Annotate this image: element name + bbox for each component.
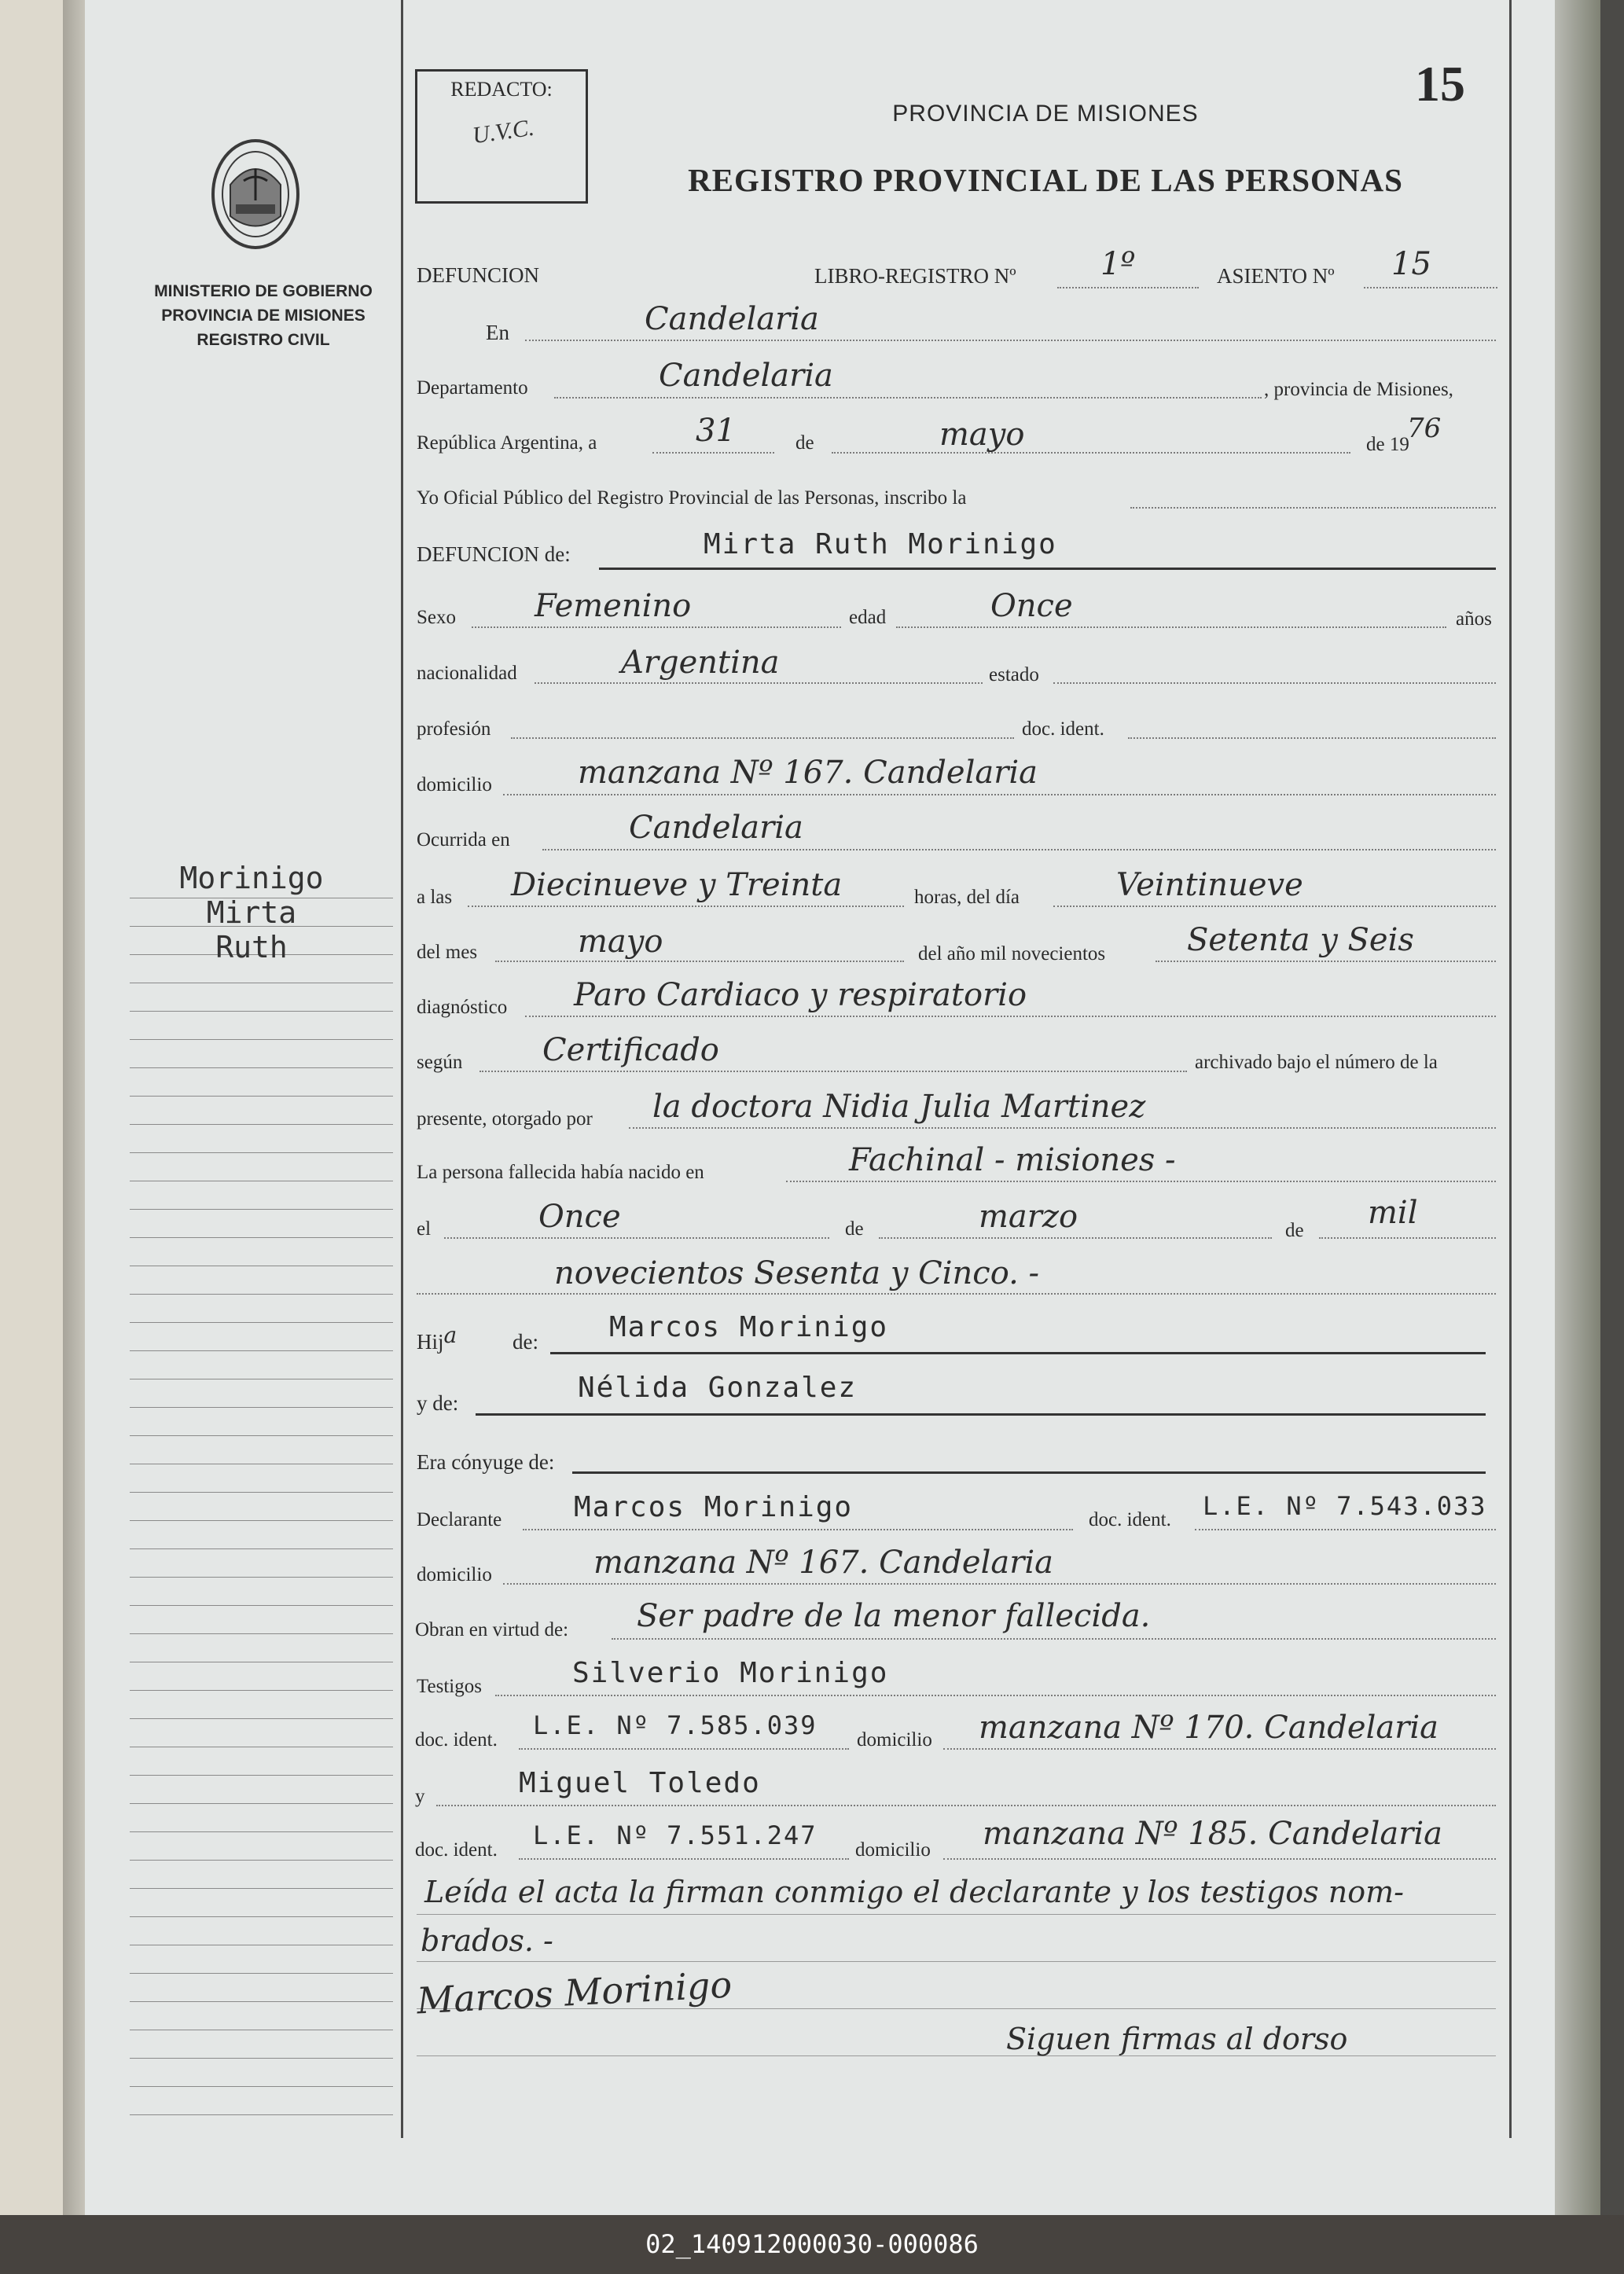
margin-rule — [130, 2058, 393, 2059]
t2-doc-value: L.E. Nº 7.551.247 — [533, 1820, 818, 1850]
del-mes-dotline — [495, 961, 904, 962]
margin-rule — [130, 1520, 393, 1521]
margin-rule — [130, 2114, 393, 2115]
domicilio-label: domicilio — [417, 774, 492, 795]
margin-rule — [130, 1492, 393, 1493]
margin-note-given-1: Mirta — [206, 895, 297, 930]
hija-de-label: de: — [513, 1330, 538, 1354]
margin-rule — [130, 1888, 393, 1889]
sexo-value: Femenino — [535, 588, 692, 624]
declarante-label: Declarante — [417, 1509, 502, 1530]
diagnostico-label: diagnóstico — [417, 997, 508, 1018]
edad-label: edad — [849, 607, 887, 628]
hija-prefix: Hij — [417, 1330, 444, 1354]
obran-label: Obran en virtud de: — [415, 1619, 569, 1640]
en-label: En — [486, 321, 509, 344]
archivado-label: archivado bajo el número de la — [1195, 1052, 1438, 1073]
province-title: PROVINCIA DE MISIONES — [892, 101, 1199, 127]
t2-dom-label: domicilio — [855, 1839, 931, 1861]
asiento-value: 15 — [1391, 246, 1431, 282]
de-label: de — [795, 432, 814, 454]
del-anio-label: del año mil novecientos — [918, 943, 1106, 964]
madre-name: Nélida Gonzalez — [578, 1372, 858, 1404]
estado-dotline — [1053, 682, 1496, 684]
departamento-label: Departamento — [417, 377, 528, 399]
declarante-dom-label: domicilio — [417, 1564, 492, 1585]
de-anio-label: de 19 — [1366, 434, 1409, 455]
ocurrida-dotline — [542, 849, 1496, 850]
margin-rule — [130, 1124, 393, 1125]
en-dotline — [525, 340, 1496, 341]
mil-dotline — [1319, 1237, 1496, 1239]
t1-doc-dotline — [519, 1748, 849, 1750]
margin-rule — [130, 1294, 393, 1295]
margin-rule — [130, 1860, 393, 1861]
dia-muerte-value: Veintinueve — [1116, 867, 1303, 903]
redacto-box — [415, 69, 588, 204]
defuncion-de-label: DEFUNCION de: — [417, 542, 571, 566]
margin-rule — [130, 1548, 393, 1549]
page-number: 15 — [1415, 56, 1465, 112]
estado-label: estado — [989, 664, 1039, 685]
provincial-seal-icon — [208, 138, 303, 255]
margin-divider-line — [401, 0, 403, 2138]
testigo2-name: Miguel Toledo — [519, 1767, 761, 1799]
siguen-firmas-note: Siguen firmas al dorso — [1006, 2022, 1348, 2056]
margin-rule — [130, 1916, 393, 1917]
segun-value: Certificado — [542, 1032, 719, 1068]
nacionalidad-dotline — [535, 682, 983, 684]
scan-caption: 02_140912000030-000086 — [645, 2229, 979, 2259]
el-mes-value: marzo — [979, 1199, 1078, 1235]
declarante-name: Marcos Morinigo — [574, 1491, 854, 1523]
deceased-name: Mirta Ruth Morinigo — [704, 528, 1057, 560]
dia-muerte-dotline — [1053, 906, 1496, 907]
t1-dom-dotline — [943, 1748, 1496, 1750]
declarante-signature: Marcos Morinigo — [415, 1963, 733, 2022]
nacionalidad-label: nacionalidad — [417, 663, 517, 684]
en-value: Candelaria — [645, 301, 819, 337]
book-binding — [63, 0, 86, 2274]
t2-doc-dotline — [519, 1858, 849, 1860]
republica-label: República Argentina, a — [417, 432, 597, 454]
margin-rule — [130, 1435, 393, 1436]
t2-doc-label: doc. ident. — [415, 1839, 498, 1861]
t2-dom-dotline — [943, 1858, 1496, 1860]
del-mes-label: del mes — [417, 942, 478, 963]
margin-rule — [130, 1152, 393, 1153]
diagnostico-value: Paro Cardiaco y respiratorio — [574, 977, 1027, 1013]
el-dia-dotline — [444, 1237, 829, 1239]
asiento-label: ASIENTO Nº — [1217, 264, 1335, 288]
t2-dom-value: manzana Nº 185. Candelaria — [983, 1816, 1442, 1852]
t1-dom-value: manzana Nº 170. Candelaria — [979, 1710, 1438, 1746]
margin-rule — [130, 1577, 393, 1578]
margin-rule — [130, 1209, 393, 1210]
del-anio-value: Setenta y Seis — [1187, 922, 1414, 958]
padre-line — [550, 1352, 1486, 1354]
margin-rule — [130, 1973, 393, 1974]
margin-rule — [130, 1237, 393, 1238]
t1-doc-label: doc. ident. — [415, 1729, 498, 1751]
libro-label: LIBRO-REGISTRO Nº — [814, 264, 1016, 288]
doc-ident-label: doc. ident. — [1022, 718, 1104, 740]
declarante-dotline — [523, 1529, 1073, 1530]
anio-value: 76 — [1407, 413, 1442, 444]
closing-text-2: brados. - — [421, 1923, 553, 1958]
declarante-doc-dotline — [1195, 1529, 1496, 1530]
margin-rule — [130, 1011, 393, 1012]
el-label: el — [417, 1218, 432, 1240]
ministry-line-3: REGISTRO CIVIL — [197, 331, 330, 349]
margin-rule — [130, 1633, 393, 1634]
margin-note — [157, 861, 346, 964]
t1-dom-label: domicilio — [857, 1729, 932, 1751]
registry-title: REGISTRO PROVINCIAL DE LAS PERSONAS — [688, 162, 1403, 198]
edad-value: Once — [990, 588, 1073, 624]
page-edge-shadow — [1555, 0, 1600, 2215]
margin-rule — [130, 1067, 393, 1068]
sexo-dotline — [472, 626, 841, 628]
a-las-label: a las — [417, 887, 453, 908]
del-anio-dotline — [1156, 961, 1496, 962]
asiento-dotline — [1364, 287, 1497, 288]
margin-rule — [130, 1350, 393, 1351]
margin-rule — [130, 1096, 393, 1097]
profesion-label: profesión — [417, 718, 491, 740]
departamento-value: Candelaria — [659, 358, 833, 394]
y-de-label: y de: — [417, 1391, 459, 1415]
margin-rule — [130, 1407, 393, 1408]
a-las-value: Diecinueve y Treinta — [511, 867, 843, 903]
right-border-line — [1509, 0, 1512, 2138]
testigos-label: Testigos — [417, 1676, 482, 1697]
ocurrida-value: Candelaria — [629, 810, 803, 846]
closing-text-1: Leída el acta la firman conmigo el declarante y los testigos nom- — [424, 1875, 1404, 1909]
presente-label: presente, otorgado por — [417, 1108, 593, 1130]
testigo1-name: Silverio Morinigo — [572, 1657, 889, 1689]
mes-dotline — [832, 452, 1350, 454]
nacimiento-anio-dotline — [417, 1293, 1496, 1295]
dia-value: 31 — [696, 413, 736, 449]
doc-ident-dotline — [1128, 737, 1496, 739]
declarante-dom-dotline — [503, 1583, 1496, 1585]
declarante-dom-value: manzana Nº 167. Candelaria — [593, 1545, 1053, 1581]
adjacent-page-edge — [0, 0, 66, 2274]
nacido-dotline — [786, 1181, 1496, 1182]
nacido-label: La persona fallecida había nacido en — [417, 1162, 704, 1183]
el-dia-value: Once — [538, 1199, 621, 1235]
conyuge-line — [572, 1471, 1486, 1474]
libro-dotline — [1057, 287, 1199, 288]
mil-value: mil — [1368, 1195, 1418, 1231]
defuncion-label: DEFUNCION — [417, 263, 540, 287]
nacido-value: Fachinal - misiones - — [849, 1142, 1176, 1178]
ministry-heading — [126, 279, 401, 352]
margin-note-surname: Morinigo — [179, 861, 324, 895]
defuncion-de-line — [599, 568, 1496, 570]
mes-value: mayo — [939, 417, 1025, 453]
testigos-dotline — [495, 1695, 1496, 1696]
presente-value: la doctora Nidia Julia Martinez — [652, 1089, 1146, 1125]
sexo-label: Sexo — [417, 607, 456, 628]
testigo2-dotline — [436, 1805, 1496, 1806]
margin-rule — [130, 2086, 393, 2087]
hija-label — [417, 1322, 457, 1354]
redacto-initials: U.V.C. — [471, 114, 536, 149]
presente-dotline — [629, 1127, 1496, 1129]
margin-rule — [130, 1803, 393, 1804]
closing-line-2 — [417, 1961, 1496, 1962]
obran-dotline — [612, 1638, 1496, 1640]
margin-rule — [130, 1039, 393, 1040]
margin-note-given-2: Ruth — [215, 930, 288, 964]
yo-oficial-dotline — [1130, 507, 1496, 509]
redacto-label: REDACTO: — [450, 78, 553, 101]
t1-doc-value: L.E. Nº 7.585.039 — [533, 1710, 818, 1740]
declarante-doc-label: doc. ident. — [1089, 1509, 1171, 1530]
de3-label: de — [1285, 1220, 1304, 1241]
el-mes-dotline — [879, 1237, 1272, 1239]
margin-rule — [130, 1775, 393, 1776]
madre-line — [476, 1413, 1486, 1416]
margin-rule — [130, 1690, 393, 1691]
a-las-dotline — [468, 906, 904, 907]
hija-suffix: a — [443, 1322, 457, 1348]
margin-rule — [130, 2001, 393, 2002]
edad-dotline — [896, 626, 1446, 628]
margin-rule — [130, 1718, 393, 1719]
obran-value: Ser padre de la menor fallecida. — [637, 1598, 1151, 1634]
provincia-label: , provincia de Misiones, — [1264, 379, 1453, 400]
declarante-doc-value: L.E. Nº 7.543.033 — [1203, 1491, 1487, 1521]
libro-value: 1º — [1100, 246, 1136, 282]
segun-label: según — [417, 1052, 463, 1073]
ministry-line-2: PROVINCIA DE MISIONES — [161, 307, 366, 325]
yo-oficial-label: Yo Oficial Público del Registro Provincial de las Personas, inscribo la — [417, 487, 967, 509]
profesion-dotline — [511, 737, 1014, 739]
y-label: y — [415, 1786, 425, 1807]
del-mes-value: mayo — [578, 924, 663, 960]
domicilio-dotline — [503, 794, 1496, 795]
margin-rule — [130, 1322, 393, 1323]
anios-label: años — [1456, 608, 1492, 630]
dia-dotline — [652, 452, 774, 454]
margin-rule — [130, 1831, 393, 1832]
margin-rule — [130, 1605, 393, 1606]
horas-label: horas, del día — [914, 887, 1020, 908]
departamento-dotline — [554, 397, 1262, 399]
de2-label: de — [845, 1218, 864, 1240]
domicilio-value: manzana Nº 167. Candelaria — [578, 755, 1038, 791]
conyuge-label: Era cónyuge de: — [417, 1450, 555, 1474]
ministry-line-1: MINISTERIO DE GOBIERNO — [154, 282, 373, 300]
padre-name: Marcos Morinigo — [609, 1311, 889, 1343]
nacionalidad-value: Argentina — [621, 645, 780, 681]
closing-line-1 — [417, 1914, 1496, 1915]
ocurrida-label: Ocurrida en — [417, 829, 510, 850]
segun-dotline — [479, 1071, 1187, 1072]
nacimiento-anio-value: novecientos Sesenta y Cinco. - — [554, 1255, 1040, 1291]
diagnostico-dotline — [525, 1016, 1496, 1017]
